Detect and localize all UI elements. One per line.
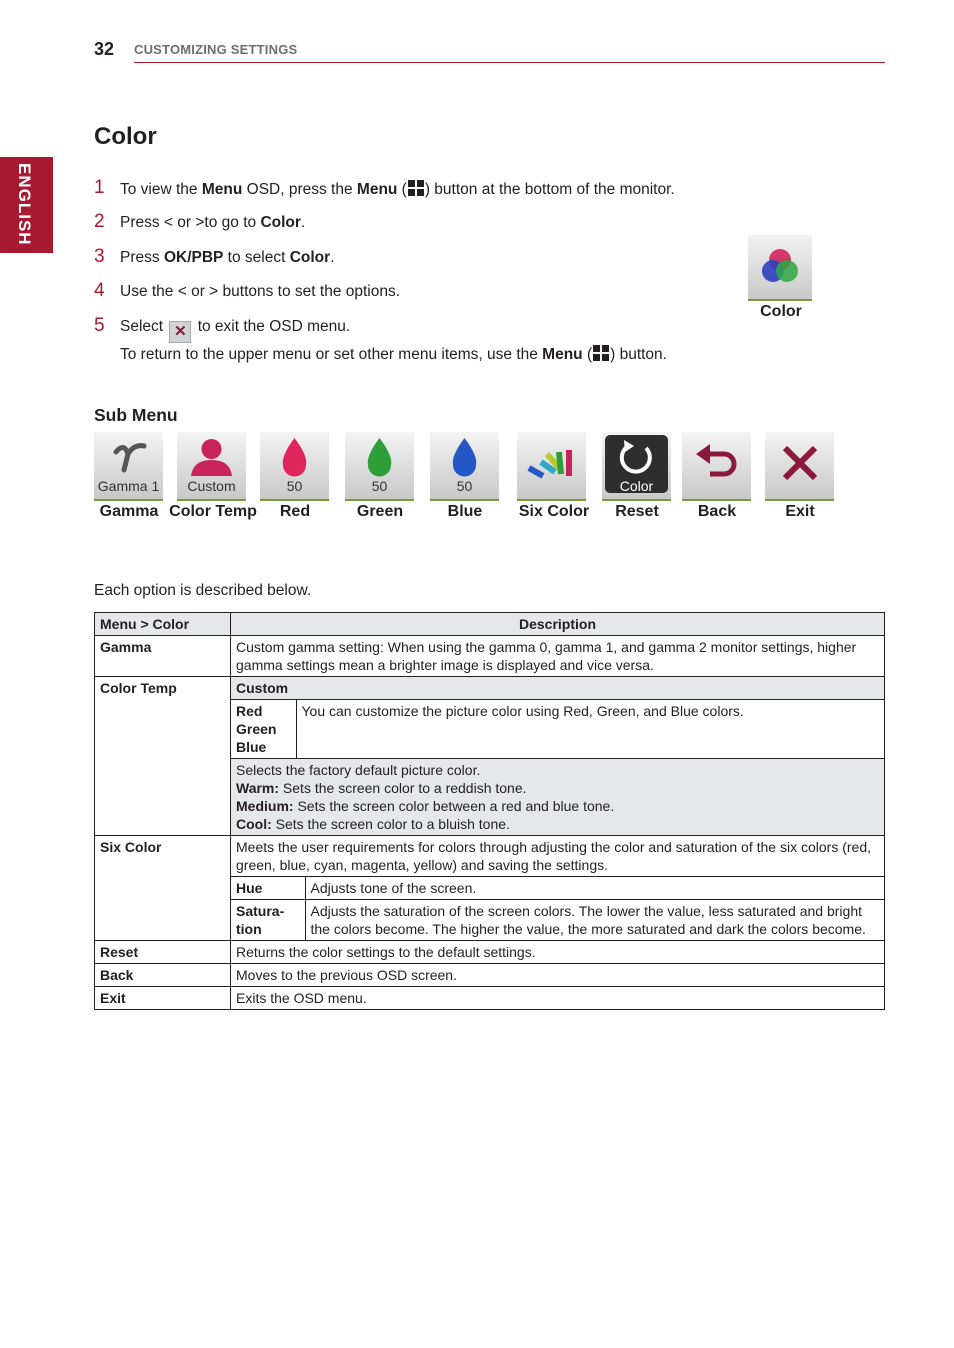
submenu-heading: Sub Menu — [94, 405, 178, 425]
menu-button-icon — [593, 345, 609, 361]
language-tab — [0, 157, 53, 253]
step-number: 1 — [94, 177, 105, 198]
exit-tile — [765, 432, 834, 501]
reset-tile — [602, 432, 671, 501]
table-header-description: Description — [231, 613, 885, 636]
options-table — [94, 612, 885, 1010]
return-note: To return to the upper menu or set other menu items, use the Menu ( ) button. — [120, 346, 667, 363]
color-temp-value: Custom — [187, 478, 236, 494]
reset-value: Color — [619, 478, 654, 494]
color-temp-label: Color Temp — [169, 503, 257, 520]
six-color-label: Six Color — [518, 503, 590, 520]
back-icon — [682, 432, 751, 501]
green-value: 50 — [371, 478, 388, 494]
header-rule — [134, 62, 885, 63]
section-title: CUSTOMIZING SETTINGS — [134, 42, 298, 57]
gamma-value: Gamma 1 — [97, 478, 160, 494]
red-label: Red — [279, 503, 311, 520]
six-color-tile — [517, 432, 586, 501]
table-row: Exit Exits the OSD menu. — [95, 987, 885, 1010]
step-text: Select ✕ to exit the OSD menu. — [120, 318, 350, 343]
back-tile — [682, 432, 751, 501]
gamma-label: Gamma — [99, 503, 159, 520]
green-tile — [345, 432, 414, 501]
step-number: 4 — [94, 280, 105, 301]
color-temp-tile — [177, 432, 246, 501]
color-menu-icon — [748, 235, 812, 301]
step-text: Press < or >to go to Color. — [120, 214, 306, 231]
red-tile — [260, 432, 329, 501]
reset-label: Reset — [615, 503, 659, 520]
table-row: Color Temp Custom Red Green Blue You can customize the picture color using Red, Green, and Blue colors. Selects the factory default picture color. Warm: Sets the screen color to a reddish tone. Medium: Sets the screen color between a red and blue tone. Cool: Sets the screen color to a bluish tone. — [95, 677, 885, 836]
gamma-tile — [94, 432, 163, 501]
blue-value: 50 — [456, 478, 473, 494]
exit-x-icon: ✕ — [169, 321, 191, 343]
menu-button-icon — [408, 180, 424, 196]
step-number: 5 — [94, 315, 105, 336]
page-number: 32 — [94, 39, 115, 59]
page-title: Color — [94, 123, 157, 150]
blue-tile — [430, 432, 499, 501]
intro-text: Each option is described below. — [94, 582, 312, 599]
language-label: ENGLISH — [15, 163, 34, 246]
exit-icon — [765, 432, 834, 501]
green-label: Green — [356, 503, 404, 520]
step-number: 3 — [94, 246, 105, 267]
table-row: Six Color Meets the user requirements for colors through adjusting the color and saturation of the six colors (red, green, blue, cyan, magenta, yellow) and saving the settings. Hue Adjusts tone of the screen. Satura- tion Adjusts the saturation of the screen colors. The lower the value, less saturated and bright the colors become. The higher the value, the more saturated and dark the colors become. — [95, 836, 885, 941]
back-label: Back — [697, 503, 737, 520]
exit-label: Exit — [785, 503, 815, 520]
table-header-menu: Menu > Color — [95, 613, 231, 636]
color-menu-label: Color — [760, 303, 802, 320]
table-row: Gamma Custom gamma setting: When using the gamma 0, gamma 1, and gamma 2 monitor settings, higher gamma settings mean a brighter image is displayed and vice versa. — [95, 636, 885, 677]
table-row: Reset Returns the color settings to the default settings. — [95, 941, 885, 964]
blue-label: Blue — [447, 503, 483, 520]
step-number: 2 — [94, 211, 105, 232]
step-text: Press OK/PBP to select Color. — [120, 249, 335, 266]
six-color-icon — [517, 432, 586, 501]
table-row: Back Moves to the previous OSD screen. — [95, 964, 885, 987]
step-text: To view the Menu OSD, press the Menu ( ) button at the bottom of the monitor. — [120, 181, 675, 198]
red-value: 50 — [286, 478, 303, 494]
step-text: Use the < or > buttons to set the options. — [120, 283, 401, 300]
